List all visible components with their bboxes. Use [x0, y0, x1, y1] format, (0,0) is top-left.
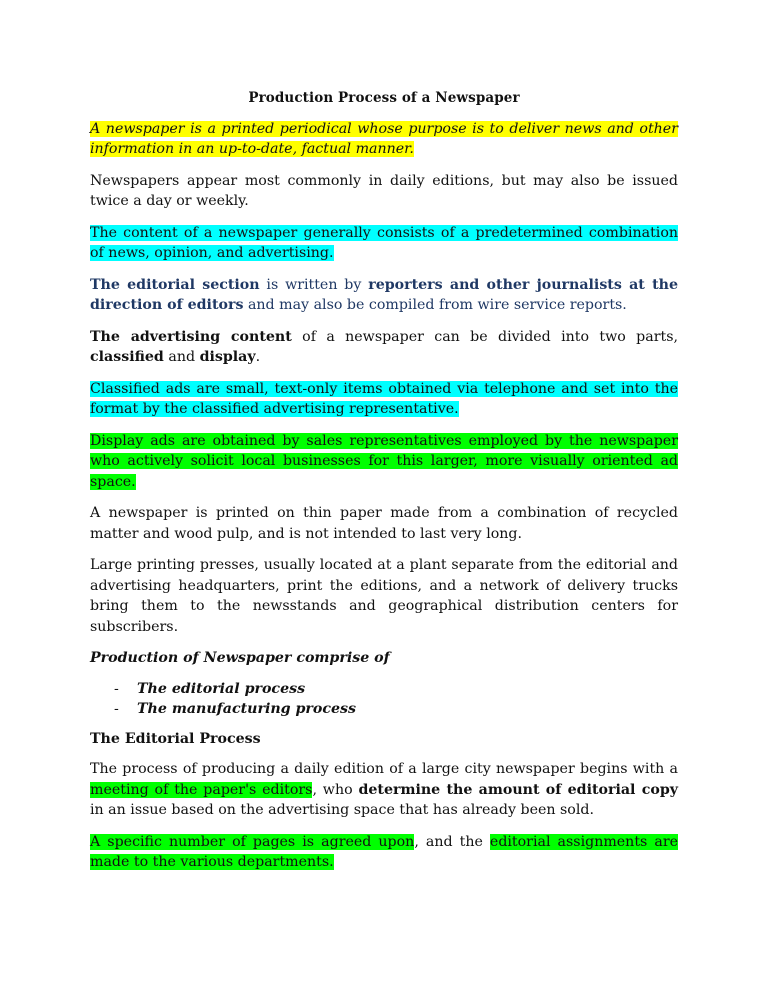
display-paragraph: [90, 431, 678, 493]
ep2-highlight-1: A specific number of pages is agreed upon: [90, 833, 415, 850]
editorial-process-paragraph-2: [90, 832, 678, 873]
ep2-text: , and the: [414, 833, 490, 850]
display-term: display: [199, 349, 256, 365]
advertising-text-1: of a newspaper can be divided into two parts,: [291, 328, 678, 345]
dash-bullet: -: [114, 700, 119, 717]
editions-paragraph: Newspapers appear most commonly in daily editions, but may also be issued twice a day or weekly.: [90, 172, 678, 209]
display-text: Display ads are obtained by sales representatives employed by the newspaper who actively solicit local businesses for this larger, more visually oriented ad space.: [90, 432, 678, 490]
intro-text: A newspaper is a printed periodical whose purpose is to deliver news and other information in an up-to-date, factual manner.: [90, 120, 678, 157]
advertising-paragraph: [90, 327, 678, 368]
ep1-bold: determine the amount of editorial copy: [358, 781, 678, 798]
advertising-text-2: and: [163, 349, 200, 365]
ep1-text-1: The process of producing a daily edition of a large city newspaper begins with a: [90, 761, 678, 777]
advertising-text-3: .: [255, 349, 261, 365]
list-item: [90, 699, 678, 719]
ep1-text-2: , who: [312, 781, 359, 798]
production-list: [90, 679, 678, 719]
presses-paragraph: Large printing presses, usually located at a plant separate from the editorial and advertising headquarters, print the editions, and a network of delivery trucks bring them to the newsstands and geographical distribution centers for subscribers.: [90, 557, 678, 635]
paper-paragraph: A newspaper is printed on thin paper made from a combination of recycled matter and wood pulp, and is not intended to last very long.: [90, 505, 678, 542]
ep1-text-3: in an issue based on the advertising space that has already been sold.: [90, 802, 594, 818]
editorial-process-paragraph-1: [90, 759, 678, 821]
editorial-section-term: The editorial section: [90, 276, 260, 293]
content-text: The content of a newspaper generally consists of a predetermined combination of news, opinion, and advertising.: [90, 224, 678, 261]
ep1-highlight: meeting of the paper's editors: [90, 781, 313, 798]
list-item-label: The manufacturing process: [137, 700, 357, 717]
intro-paragraph: [90, 119, 678, 160]
content-paragraph: [90, 223, 678, 264]
advertising-term: The advertising content: [90, 328, 292, 345]
list-item-label: The editorial process: [137, 680, 306, 697]
editorial-text-2: and may also be compiled from wire service reports.: [243, 297, 627, 313]
production-heading: Production of Newspaper comprise of: [90, 650, 390, 666]
classified-paragraph: [90, 379, 678, 420]
editorial-authors-term: reporters and other journalists at the direction of editors: [90, 276, 679, 313]
list-item: [90, 679, 678, 699]
document-page: [90, 88, 678, 884]
editorial-section-paragraph: [90, 275, 678, 316]
classified-text: Classified ads are small, text-only items obtained via telephone and set into the format by the classified advertising representative.: [90, 380, 678, 417]
document-title: Production Process of a Newspaper: [248, 90, 520, 106]
dash-bullet: -: [114, 680, 119, 697]
classified-term: classified: [90, 349, 164, 365]
editorial-text-1: is written by: [259, 276, 369, 293]
ep2-highlight-2: editorial assignments are made to the various departments.: [90, 833, 678, 870]
editorial-process-heading: The Editorial Process: [90, 730, 261, 747]
